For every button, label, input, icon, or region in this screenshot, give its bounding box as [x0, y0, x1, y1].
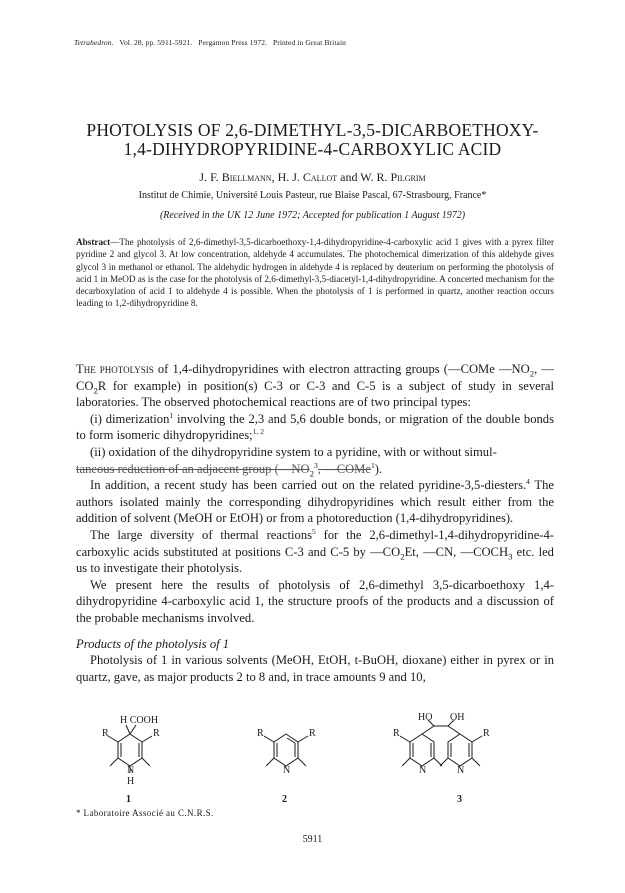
- paragraph-2: (i) dimerization$^1$ involving the 2,3 and 5,6 double bonds, or migration of the double bonds to form isomeric dihydropyridines;$^{1, 2}$: [76, 410, 554, 443]
- author-and: and: [340, 170, 358, 184]
- structures-svg: [76, 712, 554, 822]
- chemical-structures: [76, 712, 554, 822]
- footnote: * Laboratoire Associé au C.N.R.S.: [76, 808, 214, 818]
- s3-r-left: R: [393, 728, 400, 739]
- title-line-2: 1,4-DIHYDROPYRIDINE-4-CARBOXYLIC ACID: [123, 139, 502, 159]
- s1-h-label: H: [127, 776, 135, 787]
- s2-r-right: R: [309, 728, 316, 739]
- s2-number: 2: [282, 794, 287, 805]
- paragraph-lead: The photolysis: [76, 362, 154, 376]
- s1-top-label: H COOH: [120, 715, 159, 726]
- author-list: [40, 170, 585, 185]
- structure-2: [264, 734, 308, 766]
- paragraph-4: In addition, a recent study has been carried out on the related pyridine-3,5-diesters.$^4$ The authors isolated mainly the corresponding dihydropyridines which result either from the addition of solvent (MeOH or EtOH) or from a photoreduction (1,4-dihydropyridines).: [76, 476, 554, 526]
- author-2: H. J. Callot: [277, 170, 338, 184]
- paragraph-6: We present here the results of photolysis of 2,6-dimethyl 3,5-dicarboethoxy 1,4-dihydropyridine 4-carboxylic acid 1, the structure proofs of the products and a discussion of the probable mechanisms involved.: [76, 577, 554, 625]
- structure-3: [400, 720, 482, 766]
- section-heading: Products of the photolysis of 1: [76, 636, 230, 651]
- affiliation: Institut de Chimie, Université Louis Pasteur, rue Blaise Pascal, 67-Strasbourg, France*: [138, 190, 487, 201]
- s2-r-left: R: [257, 728, 264, 739]
- paper-title: [40, 121, 585, 159]
- s3-number: 3: [457, 794, 462, 805]
- s3-ho-label: HO: [418, 712, 433, 723]
- author-1: J. F. Biellmann,: [199, 170, 275, 184]
- abstract: [76, 236, 554, 310]
- s3-r-right: R: [483, 728, 490, 739]
- abstract-text: —The photolysis of 2,6-dimethyl-3,5-dicarboethoxy-1,4-dihydropyridine-4-carboxylic acid 1 gives with a pyrex filter pyridine 2 and glycol 3. At low concentration, aldehyde 4 accumulates. The photochemical dimerization of this aldehyde gives glycol 3 in methanol or ethanol. The aldehydic hydrogen in aldehyde 4 is replaced by deuterium on performing the photolysis of acid 1 in MeOD as is the case for the photolysis of 2,6-dimethyl-3,5-diacetyl-1,4-dihydropyridine. A concerted mechanism for the decarboxylation of acid 1 to aldehyde 4 is possible. When the photolysis of 1 is performed in quartz, another reaction occurs leading to 1,2-dihydropyridine 8.: [76, 237, 554, 309]
- s3-oh-label: OH: [450, 712, 465, 723]
- author-3: W. R. Pilgrim: [360, 170, 426, 184]
- abstract-label: Abstract: [76, 237, 111, 247]
- s1-number: 1: [126, 794, 131, 805]
- s1-n-label: N: [127, 765, 135, 776]
- printed-in: Printed in Great Britain: [272, 38, 346, 47]
- s1-r-right: R: [153, 728, 160, 739]
- s1-r-left: R: [102, 728, 109, 739]
- running-head: [74, 38, 346, 47]
- paragraph-1: The photolysis of 1,4-dihydropyridines with electron attracting groups (—COMe $—NO_2$, $—CO_2R$ for example) in position(s) C-3 or C-3 and C-5 is a subject of study in several laboratories. The observed photochemical reactions are of two principal types:: [76, 362, 555, 410]
- s2-n-label: N: [283, 765, 291, 776]
- s3-n-right: N: [457, 765, 465, 776]
- paragraph-7: Photolysis of 1 in various solvents (MeOH, EtOH, t-BuOH, dioxane) either in pyrex or in quartz, gave, as major products 2 to 8 and, in trace amounts 9 and 10,: [76, 653, 554, 684]
- journal-name: Tetrahedron.: [74, 38, 114, 47]
- received-dates: (Received in the UK 12 June 1972; Accepted for publication 1 August 1972): [159, 210, 466, 221]
- s3-n-left: N: [419, 765, 427, 776]
- paragraph-5: The large diversity of thermal reactions$^5$ for the 2,6-dimethyl-1,4-dihydropyridine-4-carboxylic acids substituted at positions C-3 and C-5 by $—CO_2Et$, —CN, $—COCH_3$ etc. led us to investigate their photolysis.: [76, 526, 554, 576]
- title-line-1: PHOTOLYSIS OF 2,6-DIMETHYL-3,5-DICARBOETHOXY-: [86, 120, 539, 140]
- paragraph-3: (ii) oxidation of the dihydropyridine system to a pyridine, with or without simul- taneous reduction of an adjacent group ($—NO_2^3$, —COMe$^1$).: [76, 444, 497, 479]
- publisher: Pergamon Press 1972.: [198, 38, 268, 47]
- volume-pages: Vol. 28, pp. 5911-5921.: [119, 38, 193, 47]
- page-number: 5911: [302, 834, 323, 845]
- body-text: [76, 361, 554, 685]
